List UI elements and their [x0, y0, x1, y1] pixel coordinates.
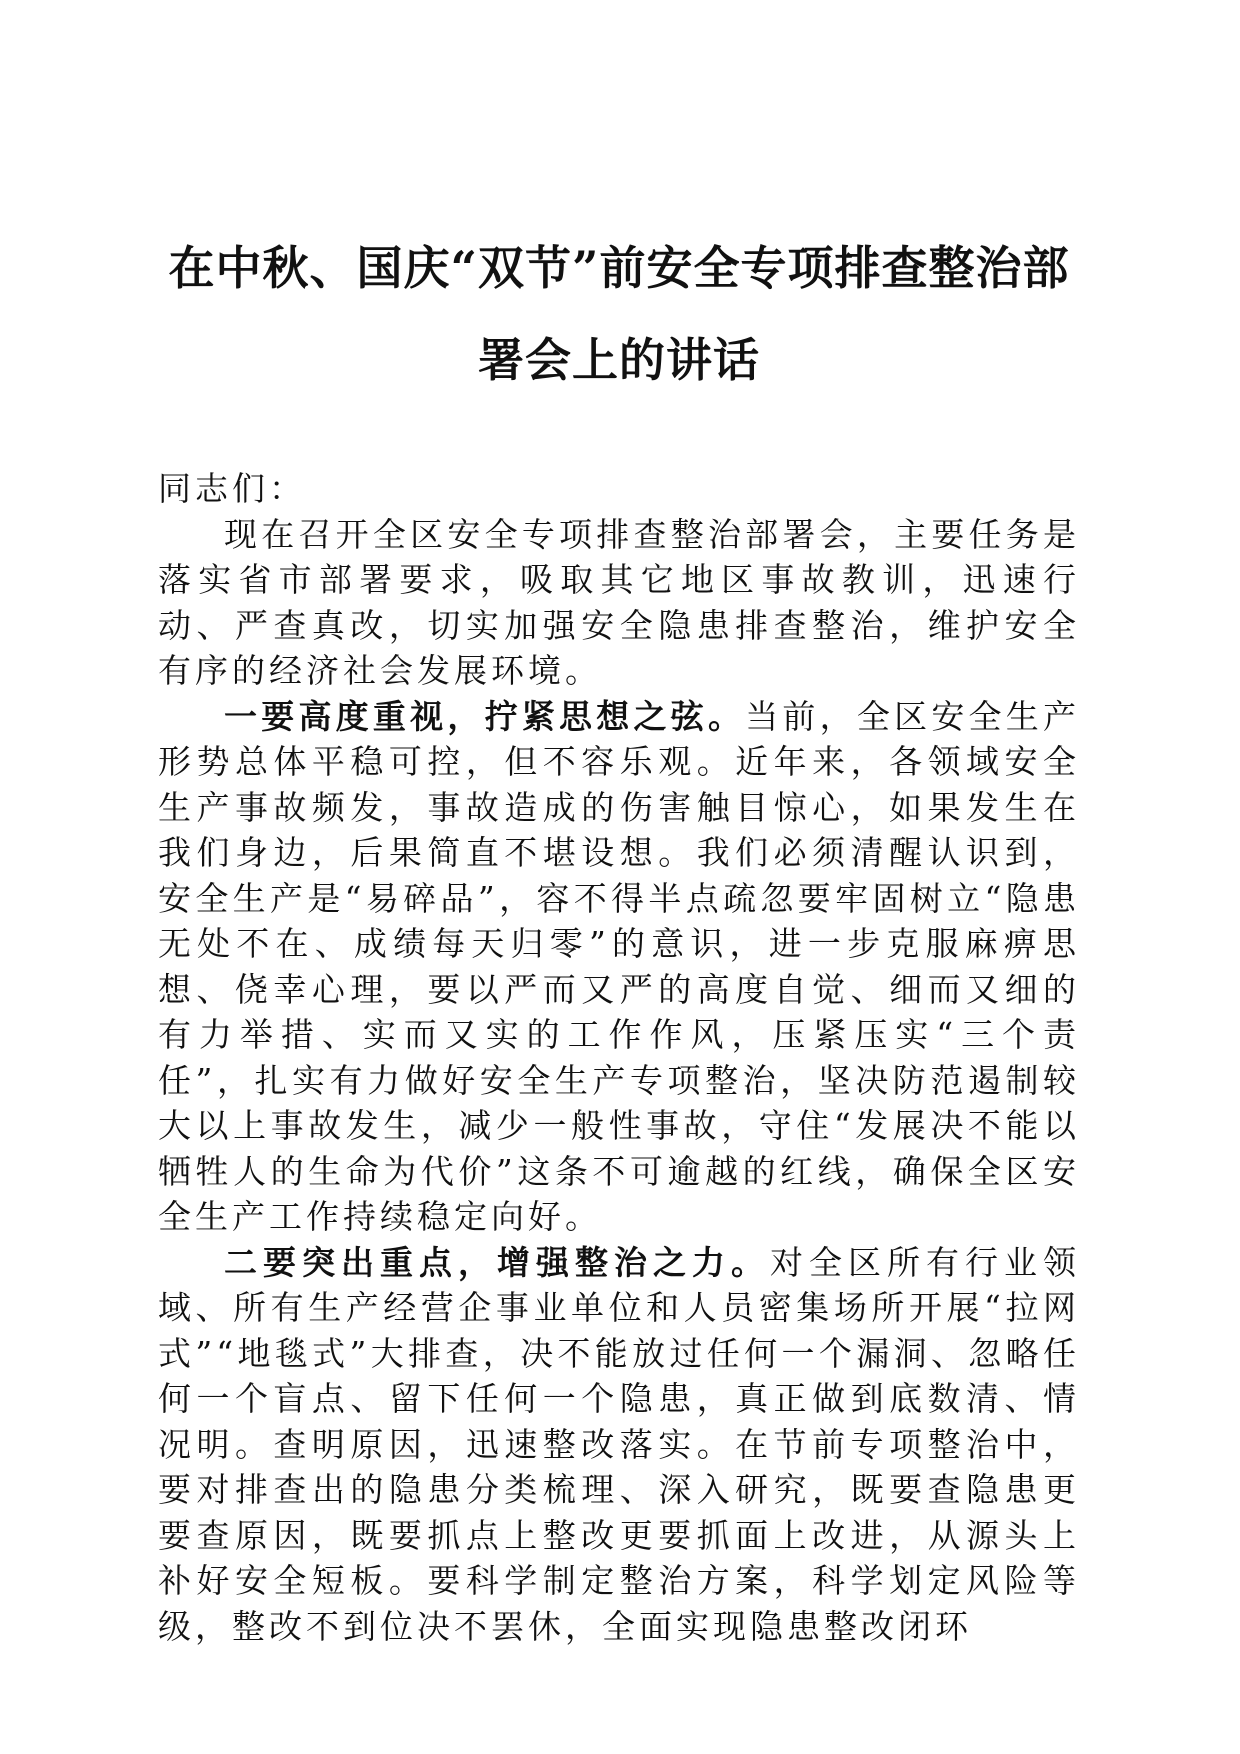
document-body: [158, 466, 1080, 1649]
section-1-text: 当前，全区安全生产形势总体平稳可控，但不容乐观。近年来，各领域安全生产事故频发，事故造成的伤害触目惊心，如果发生在我们身边，后果简直不堪设想。我们必须清醒认识到，安全生产是“易碎品”，容不得半点疏忽要牢固树立“隐患无处不在、成绩每天归零”的意识，进一步克服麻痹思想、侥幸心理，要以严而又严的高度自觉、细而又细的有力举措、实而又实的工作作风，压紧压实“三个责任”，扎实有力做好安全生产专项整治，坚决防范遏制较大以上事故发生，减少一般性事故，守住“发展决不能以牺牲人的生命为代价”这条不可逾越的红线，确保全区安全生产工作持续稳定向好。: [158, 696, 1081, 1236]
section-2-text: 对全区所有行业领域、所有生产经营企事业单位和人员密集场所开展“拉网式”“地毯式”大排查，决不能放过任何一个漏洞、忽略任何一个盲点、留下任何一个隐患，真正做到底数清、情况明。查明原因，迅速整改落实。在节前专项整治中，要对排查出的隐患分类梳理、深入研究，既要查隐患更要查原因，既要抓点上整改更要抓面上改进，从源头上补好安全短板。要科学制定整治方案，科学划定风险等级，整改不到位决不罢休，全面实现隐患整改闭环: [158, 1242, 1080, 1646]
section-1-paragraph: [158, 694, 1080, 1240]
document-title: [158, 222, 1080, 406]
intro-paragraph: 现在召开全区安全专项排查整治部署会，主要任务是落实省市部署要求，吸取其它地区事故教训，迅速行动、严查真改，切实加强安全隐患排查整治，维护安全有序的经济社会发展环境。: [158, 514, 1080, 690]
section-1-heading: 一要高度重视，拧紧思想之弦。: [224, 696, 746, 736]
title-line-1: 在中秋、国庆“双节”前安全专项排查整治部: [168, 241, 1070, 295]
section-2-paragraph: [158, 1240, 1080, 1650]
section-2-heading: 二要突出重点，增强整治之力。: [224, 1242, 770, 1282]
title-line-2: 署会上的讲话: [478, 333, 760, 387]
salutation: 同志们：: [158, 469, 306, 508]
